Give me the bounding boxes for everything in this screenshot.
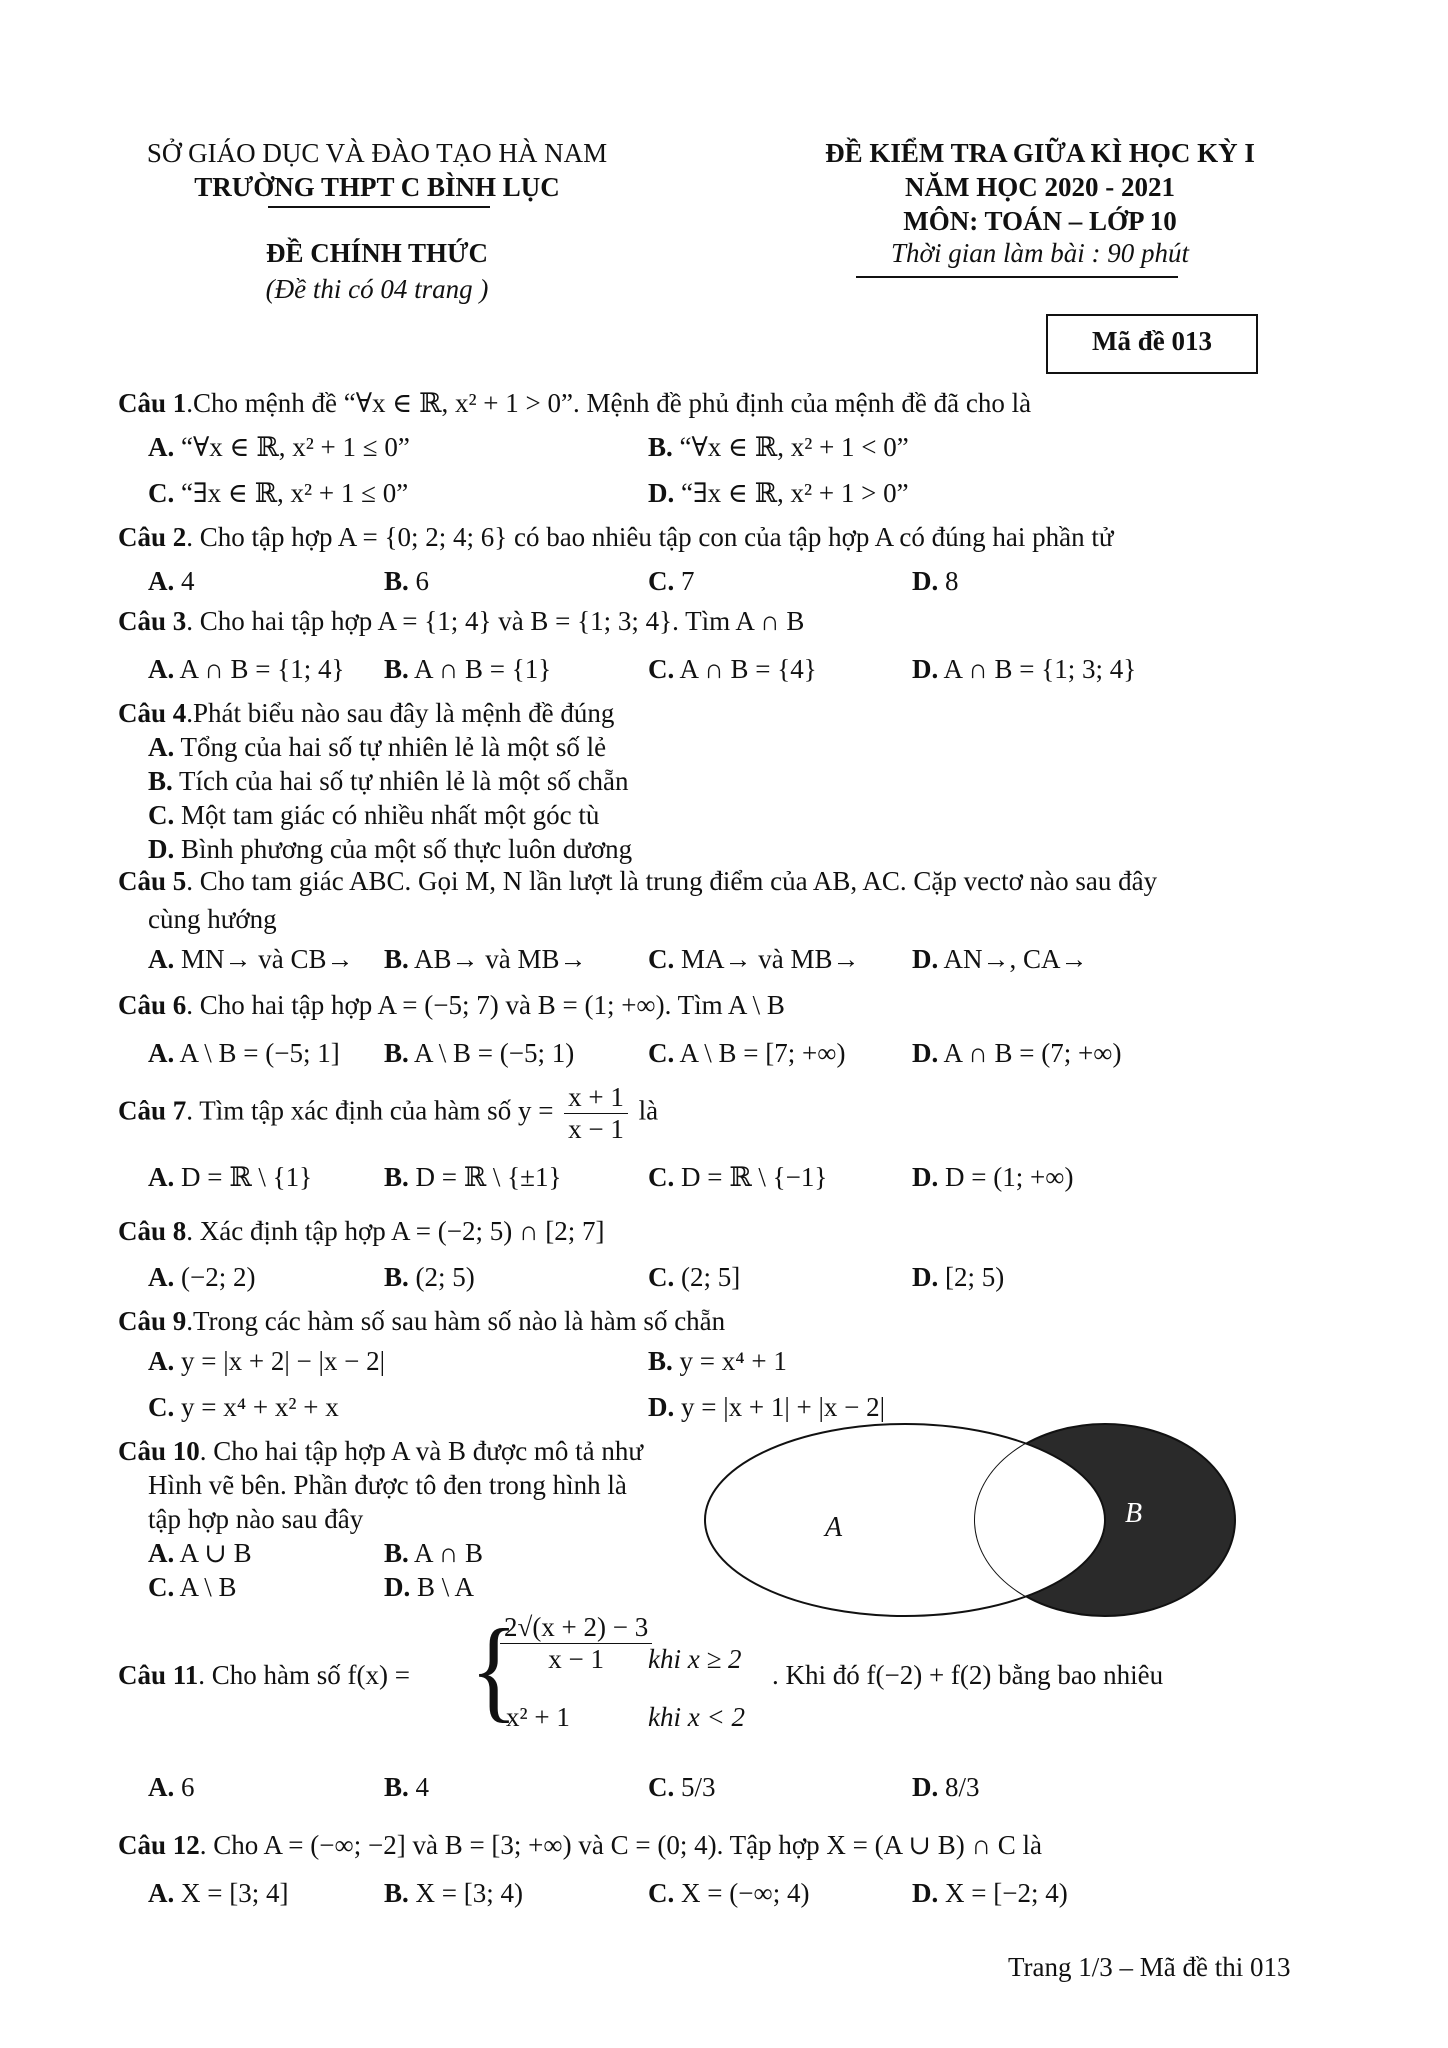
venn-label-b: B — [1125, 1498, 1143, 1529]
question-11-option-c[interactable]: C. 5/3 — [648, 1772, 716, 1802]
question-12-option-d[interactable]: D. X = [−2; 4) — [912, 1878, 1068, 1908]
question-8: Câu 8. Xác định tập hợp A = (−2; 5) ∩ [2; 7] — [118, 1216, 605, 1246]
question-12-option-a[interactable]: A. X = [3; 4] — [148, 1878, 289, 1908]
question-6-option-d[interactable]: D. A ∩ B = (7; +∞) — [912, 1038, 1122, 1068]
page-count-note: (Đề thi có 04 trang ) — [265, 274, 489, 304]
question-12-option-b[interactable]: B. X = [3; 4) — [384, 1878, 523, 1908]
question-5-option-c[interactable]: C. MA→ và MB→ — [648, 944, 860, 974]
question-2: Câu 2. Cho tập hợp A = {0; 2; 4; 6} có bao nhiêu tập con của tập hợp A có đúng hai phần tử — [118, 522, 1114, 552]
question-10-option-b[interactable]: B. A ∩ B — [384, 1538, 484, 1568]
question-9-option-b[interactable]: B. y = x⁴ + 1 — [648, 1346, 787, 1376]
department-name: SỞ GIÁO DỤC VÀ ĐÀO TẠO HÀ NAM — [146, 138, 608, 168]
question-1-option-c[interactable]: C. “∃x ∈ ℝ, x² + 1 ≤ 0” — [148, 478, 409, 508]
question-11-case2: x² + 1 — [506, 1702, 570, 1732]
question-10-line-3: tập hợp nào sau đây — [148, 1504, 364, 1534]
question-10-option-c[interactable]: C. A \ B — [148, 1572, 237, 1602]
question-7: Câu 7. Tìm tập xác định của hàm số y = $\frac{x + 1}{x - 1}$ là — [118, 1082, 659, 1144]
venn-diagram — [700, 1420, 1240, 1620]
question-2-option-b[interactable]: B. 6 — [384, 566, 430, 596]
question-6-option-a[interactable]: A. A \ B = (−5; 1] — [148, 1038, 340, 1068]
question-10-line-2: Hình vẽ bên. Phần được tô đen trong hình là — [148, 1470, 627, 1500]
question-7-fraction: $\frac{x + 1}{x - 1}$ — [564, 1082, 628, 1145]
question-5-option-d[interactable]: D. AN→, CA→ — [912, 944, 1088, 974]
question-10-option-d[interactable]: D. B \ A — [384, 1572, 475, 1602]
question-5-option-a[interactable]: A. MN→ và CB→ — [148, 944, 354, 974]
question-1: Câu 1.Cho mệnh đề “∀x ∈ ℝ, x² + 1 > 0”. Mệnh đề phủ định của mệnh đề đã cho là — [118, 388, 1032, 418]
question-3-option-c[interactable]: C. A ∩ B = {4} — [648, 654, 817, 684]
exam-title: ĐỀ KIỂM TRA GIỮA KÌ HỌC KỲ I — [825, 138, 1255, 168]
question-11-option-a[interactable]: A. 6 — [148, 1772, 195, 1802]
question-7-option-d[interactable]: D. D = (1; +∞) — [912, 1162, 1074, 1192]
question-3: Câu 3. Cho hai tập hợp A = {1; 4} và B = {1; 3; 4}. Tìm A ∩ B — [118, 606, 805, 636]
question-5-line-2: cùng hướng — [148, 904, 277, 934]
question-9: Câu 9.Trong các hàm số sau hàm số nào là hàm số chẵn — [118, 1306, 726, 1336]
question-10: Câu 10. Cho hai tập hợp A và B được mô tả như — [118, 1436, 644, 1466]
exam-duration: Thời gian làm bài : 90 phút — [891, 238, 1189, 268]
school-name: TRƯỜNG THPT C BÌNH LỤC — [194, 172, 560, 202]
question-3-option-a[interactable]: A. A ∩ B = {1; 4} — [148, 654, 345, 684]
question-12-option-c[interactable]: C. X = (−∞; 4) — [648, 1878, 810, 1908]
question-12: Câu 12. Cho A = (−∞; −2] và B = [3; +∞) và C = (0; 4). Tập hợp X = (A ∪ B) ∩ C là — [118, 1830, 1042, 1860]
question-2-option-c[interactable]: C. 7 — [648, 566, 695, 596]
question-7-option-c[interactable]: C. D = ℝ \ {−1} — [648, 1162, 828, 1192]
question-4-option-b[interactable]: B. Tích của hai số tự nhiên lẻ là một số chẵn — [148, 766, 629, 796]
question-7-option-a[interactable]: A. D = ℝ \ {1} — [148, 1162, 313, 1192]
question-4-option-d[interactable]: D. Bình phương của một số thực luôn dương — [148, 834, 633, 864]
question-1-option-d[interactable]: D. “∃x ∈ ℝ, x² + 1 > 0” — [648, 478, 909, 508]
venn-label-a: A — [825, 1512, 843, 1543]
question-11-text-after: . Khi đó f(−2) + f(2) bằng bao nhiêu — [772, 1660, 1164, 1690]
question-8-option-a[interactable]: A. (−2; 2) — [148, 1262, 256, 1292]
question-11-option-d[interactable]: D. 8/3 — [912, 1772, 980, 1802]
question-3-option-b[interactable]: B. A ∩ B = {1} — [384, 654, 552, 684]
official-label: ĐỀ CHÍNH THỨC — [265, 238, 489, 268]
question-11-case1: $\frac{2√(x + 2) - 3}{x - 1}$ — [500, 1612, 652, 1675]
question-2-option-a[interactable]: A. 4 — [148, 566, 195, 596]
question-2-option-d[interactable]: D. 8 — [912, 566, 959, 596]
question-6: Câu 6. Cho hai tập hợp A = (−5; 7) và B = (1; +∞). Tìm A \ B — [118, 990, 785, 1020]
question-4-option-c[interactable]: C. Một tam giác có nhiều nhất một góc tù — [148, 800, 600, 830]
question-11-case1-condition: khi x ≥ 2 — [648, 1644, 742, 1674]
school-underline — [268, 206, 490, 208]
question-4: Câu 4.Phát biểu nào sau đây là mệnh đề đúng — [118, 698, 615, 728]
duration-underline — [856, 276, 1178, 278]
school-year: NĂM HỌC 2020 - 2021 — [905, 172, 1175, 202]
question-8-option-b[interactable]: B. (2; 5) — [384, 1262, 475, 1292]
question-11: Câu 11. Cho hàm số f(x) = — [118, 1660, 410, 1690]
question-11-brace: { — [470, 1605, 518, 1733]
question-8-option-d[interactable]: D. [2; 5) — [912, 1262, 1005, 1292]
question-6-option-c[interactable]: C. A \ B = [7; +∞) — [648, 1038, 846, 1068]
question-9-option-c[interactable]: C. y = x⁴ + x² + x — [148, 1392, 339, 1422]
question-9-option-a[interactable]: A. y = |x + 2| − |x − 2| — [148, 1346, 386, 1376]
question-6-option-b[interactable]: B. A \ B = (−5; 1) — [384, 1038, 575, 1068]
question-8-option-c[interactable]: C. (2; 5] — [648, 1262, 741, 1292]
question-5-option-b[interactable]: B. AB→ và MB→ — [384, 944, 587, 974]
question-7-option-b[interactable]: B. D = ℝ \ {±1} — [384, 1162, 562, 1192]
subject: MÔN: TOÁN – LỚP 10 — [903, 206, 1177, 236]
question-11-case2-condition: khi x < 2 — [648, 1702, 745, 1732]
question-1-option-b[interactable]: B. “∀x ∈ ℝ, x² + 1 < 0” — [648, 432, 909, 462]
question-5: Câu 5. Cho tam giác ABC. Gọi M, N lần lượt là trung điểm của AB, AC. Cặp vectơ nào sau đây — [118, 866, 1158, 896]
question-10-option-a[interactable]: A. A ∪ B — [148, 1538, 252, 1568]
question-1-option-a[interactable]: A. “∀x ∈ ℝ, x² + 1 ≤ 0” — [148, 432, 410, 462]
question-3-option-d[interactable]: D. A ∩ B = {1; 3; 4} — [912, 654, 1137, 684]
question-4-option-a[interactable]: A. Tổng của hai số tự nhiên lẻ là một số lẻ — [148, 732, 607, 762]
question-9-option-d[interactable]: D. y = |x + 1| + |x − 2| — [648, 1392, 886, 1422]
exam-code: Mã đề 013 — [1092, 326, 1212, 356]
page-footer: Trang 1/3 – Mã đề thi 013 — [1008, 1952, 1291, 1982]
question-11-option-b[interactable]: B. 4 — [384, 1772, 430, 1802]
